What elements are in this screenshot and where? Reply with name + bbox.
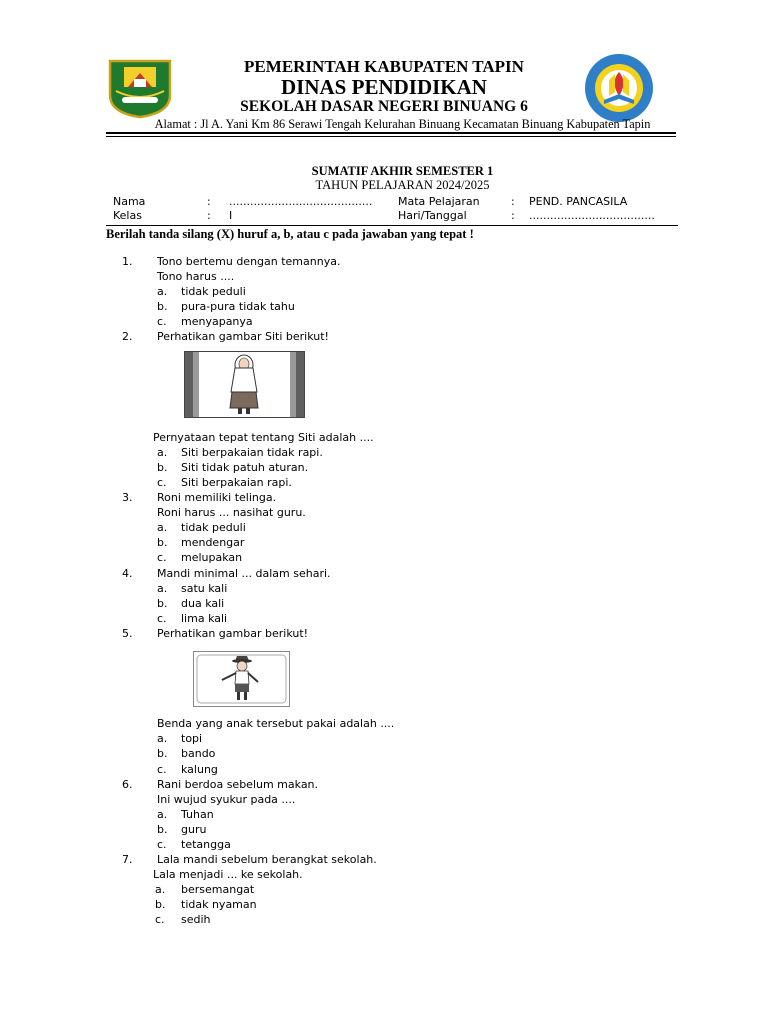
question-text: Lala menjadi ... ke sekolah. [153,868,303,881]
option-letter[interactable]: b. [157,747,168,760]
option-letter[interactable]: b. [157,300,168,313]
question-number: 4. [122,567,133,580]
exam-year: TAHUN PELAJARAN 2024/2025 [315,178,490,192]
mapel-colon: : [511,195,515,208]
option-text[interactable]: tetangga [181,838,231,851]
kelas-value: I [229,209,233,222]
option-letter[interactable]: a. [155,883,166,896]
option-text[interactable]: melupakan [181,551,243,564]
option-text[interactable]: bando [181,747,216,760]
option-letter[interactable]: c. [155,913,165,926]
mapel-label: Mata Pelajaran [398,195,480,208]
question-text: Lala mandi sebelum berangkat sekolah. [157,853,377,866]
option-text[interactable]: sedih [181,913,211,926]
letterhead-government: PEMERINTAH KABUPATEN TAPIN [244,57,524,76]
nama-label: Nama [113,195,146,208]
question-text: Tono bertemu dengan temannya. [157,255,341,268]
girl-in-uniform-image [185,352,304,417]
boy-with-hat-image [194,652,289,706]
mapel-value: PEND. PANCASILA [529,195,628,208]
letterhead-department: DINAS PENDIDIKAN [281,75,487,99]
option-text[interactable]: dua kali [181,597,225,610]
option-letter[interactable]: c. [157,476,167,489]
instruction: Berilah tanda silang (X) huruf a, b, atau c pada jawaban yang tepat ! [106,227,474,241]
option-text[interactable]: guru [181,823,207,836]
kelas-label: Kelas [113,209,142,222]
option-letter[interactable]: a. [157,582,168,595]
letterhead-rule-thick [106,132,676,134]
option-text[interactable]: Siti berpakaian tidak rapi. [181,446,323,459]
option-text[interactable]: Siti berpakaian rapi. [181,476,292,489]
tanggal-label: Hari/Tanggal [398,209,467,222]
exam-title: SUMATIF AKHIR SEMESTER 1 [311,164,494,178]
info-divider [106,225,678,226]
question-number: 6. [122,778,133,791]
option-letter[interactable]: c. [157,551,167,564]
question-number: 5. [122,627,133,640]
nama-field[interactable]: ......................................... [229,195,373,208]
tanggal-colon: : [511,209,515,222]
option-letter[interactable]: a. [157,808,168,821]
option-letter[interactable]: c. [157,763,167,776]
option-text[interactable]: lima kali [181,612,228,625]
question-text: Pernyataan tepat tentang Siti adalah .... [153,431,374,444]
option-letter[interactable]: b. [157,536,168,549]
boy-picture [193,651,290,707]
question-number: 7. [122,853,133,866]
question-text: Perhatikan gambar Siti berikut! [157,330,329,343]
question-number: 2. [122,330,133,343]
option-text[interactable]: satu kali [181,582,228,595]
letterhead-school: SEKOLAH DASAR NEGERI BINUANG 6 [240,98,528,115]
option-letter[interactable]: c. [157,315,167,328]
nama-colon: : [207,195,211,208]
option-letter[interactable]: a. [157,732,168,745]
option-text[interactable]: bersemangat [181,883,255,896]
question-number: 1. [122,255,133,268]
kelas-colon: : [207,209,211,222]
option-text[interactable]: tidak nyaman [181,898,257,911]
option-letter[interactable]: a. [157,446,168,459]
option-text[interactable]: topi [181,732,203,745]
option-text[interactable]: Tuhan [181,808,214,821]
option-text[interactable]: tidak peduli [181,285,246,298]
question-text: Roni harus ... nasihat guru. [157,506,306,519]
option-letter[interactable]: c. [157,612,167,625]
siti-picture [184,351,305,418]
option-text[interactable]: Siti tidak patuh aturan. [181,461,309,474]
question-text: Ini wujud syukur pada .... [157,793,296,806]
question-text: Tono harus .... [157,270,235,283]
question-text: Roni memiliki telinga. [157,491,277,504]
question-text: Perhatikan gambar berikut! [157,627,309,640]
option-letter[interactable]: b. [155,898,166,911]
option-letter[interactable]: c. [157,838,167,851]
tanggal-field[interactable]: .................................... [529,209,655,222]
option-text[interactable]: mendengar [181,536,245,549]
option-text[interactable]: tidak peduli [181,521,246,534]
option-text[interactable]: kalung [181,763,218,776]
option-text[interactable]: pura-pura tidak tahu [181,300,295,313]
question-text: Rani berdoa sebelum makan. [157,778,319,791]
option-letter[interactable]: a. [157,521,168,534]
option-letter[interactable]: a. [157,285,168,298]
letterhead-rule-thin [106,136,676,137]
letterhead-address: Alamat : Jl A. Yani Km 86 Serawi Tengah Kelurahan Binuang Kecamatan Binuang Kabupaten Tapin [154,117,651,131]
option-letter[interactable]: b. [157,461,168,474]
option-letter[interactable]: b. [157,823,168,836]
question-text: Benda yang anak tersebut pakai adalah .... [157,717,395,730]
question-number: 3. [122,491,133,504]
option-letter[interactable]: b. [157,597,168,610]
student-info [0,193,768,225]
option-text[interactable]: menyapanya [181,315,253,328]
question-text: Mandi minimal ... dalam sehari. [157,567,331,580]
